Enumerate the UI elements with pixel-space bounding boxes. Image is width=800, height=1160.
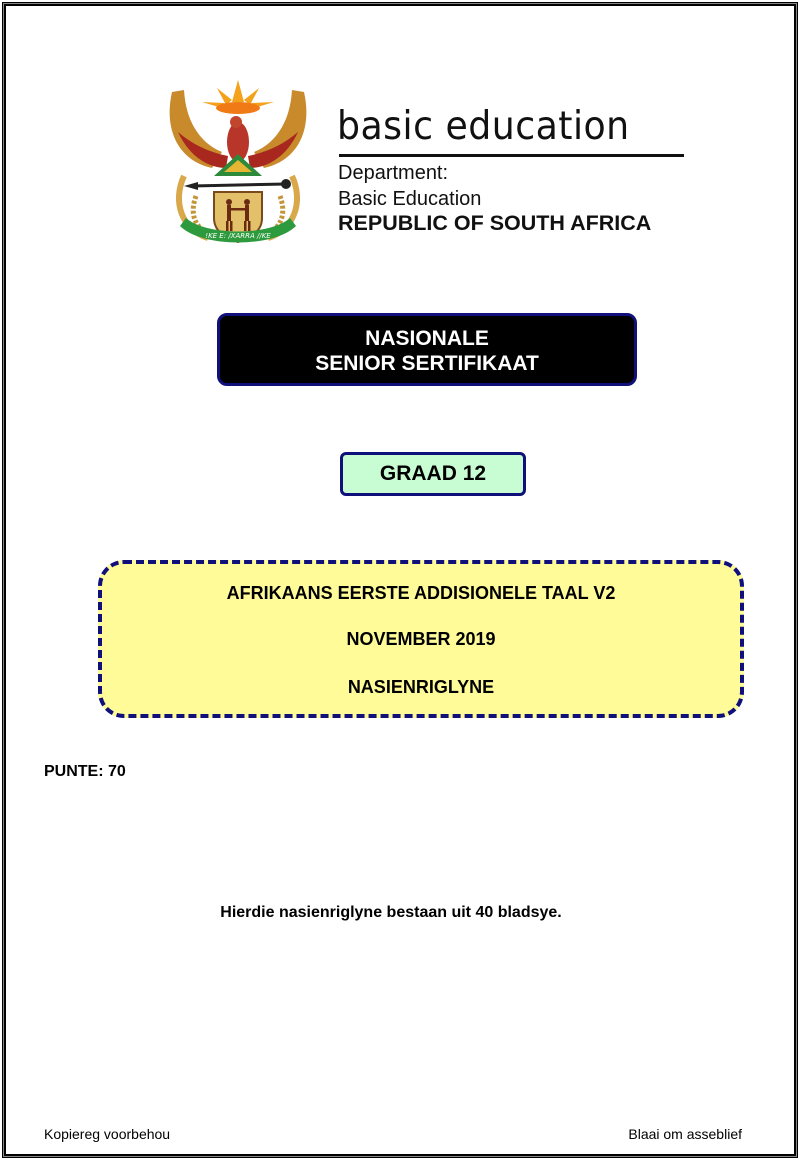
- turn-over-notice: Blaai om asseblief: [628, 1126, 742, 1142]
- coat-of-arms-logo: [162, 72, 314, 248]
- copyright-notice: Kopiereg voorbehou: [44, 1126, 171, 1142]
- certificate-title-box: [217, 313, 637, 386]
- brand-name: basic education: [337, 104, 630, 149]
- subject-title: AFRIKAANS EERSTE ADDISIONELE TAAL V2: [226, 583, 616, 603]
- document-type: NASIENRIGLYNE: [347, 677, 495, 697]
- brand-divider: [339, 154, 684, 157]
- certificate-line-1: NASIONALE: [365, 327, 489, 350]
- grade-box: [340, 452, 526, 496]
- department-name: Basic Education: [338, 188, 482, 210]
- subject-box: [98, 560, 744, 718]
- certificate-line-2: SENIOR SERTIFIKAAT: [315, 352, 539, 375]
- country-name: REPUBLIC OF SOUTH AFRICA: [338, 211, 652, 235]
- grade-label: GRAAD 12: [379, 462, 487, 485]
- total-marks: PUNTE: 70: [44, 763, 126, 780]
- page-count-note: Hierdie nasienriglyne bestaan uit 40 bladsye.: [220, 904, 562, 921]
- exam-session: NOVEMBER 2019: [346, 629, 496, 649]
- coat-of-arms-icon: [162, 72, 314, 248]
- department-branding: [337, 104, 687, 235]
- department-label: Department:: [338, 162, 449, 184]
- logo-motto: !KE E: /XARRA //KE: [205, 232, 271, 240]
